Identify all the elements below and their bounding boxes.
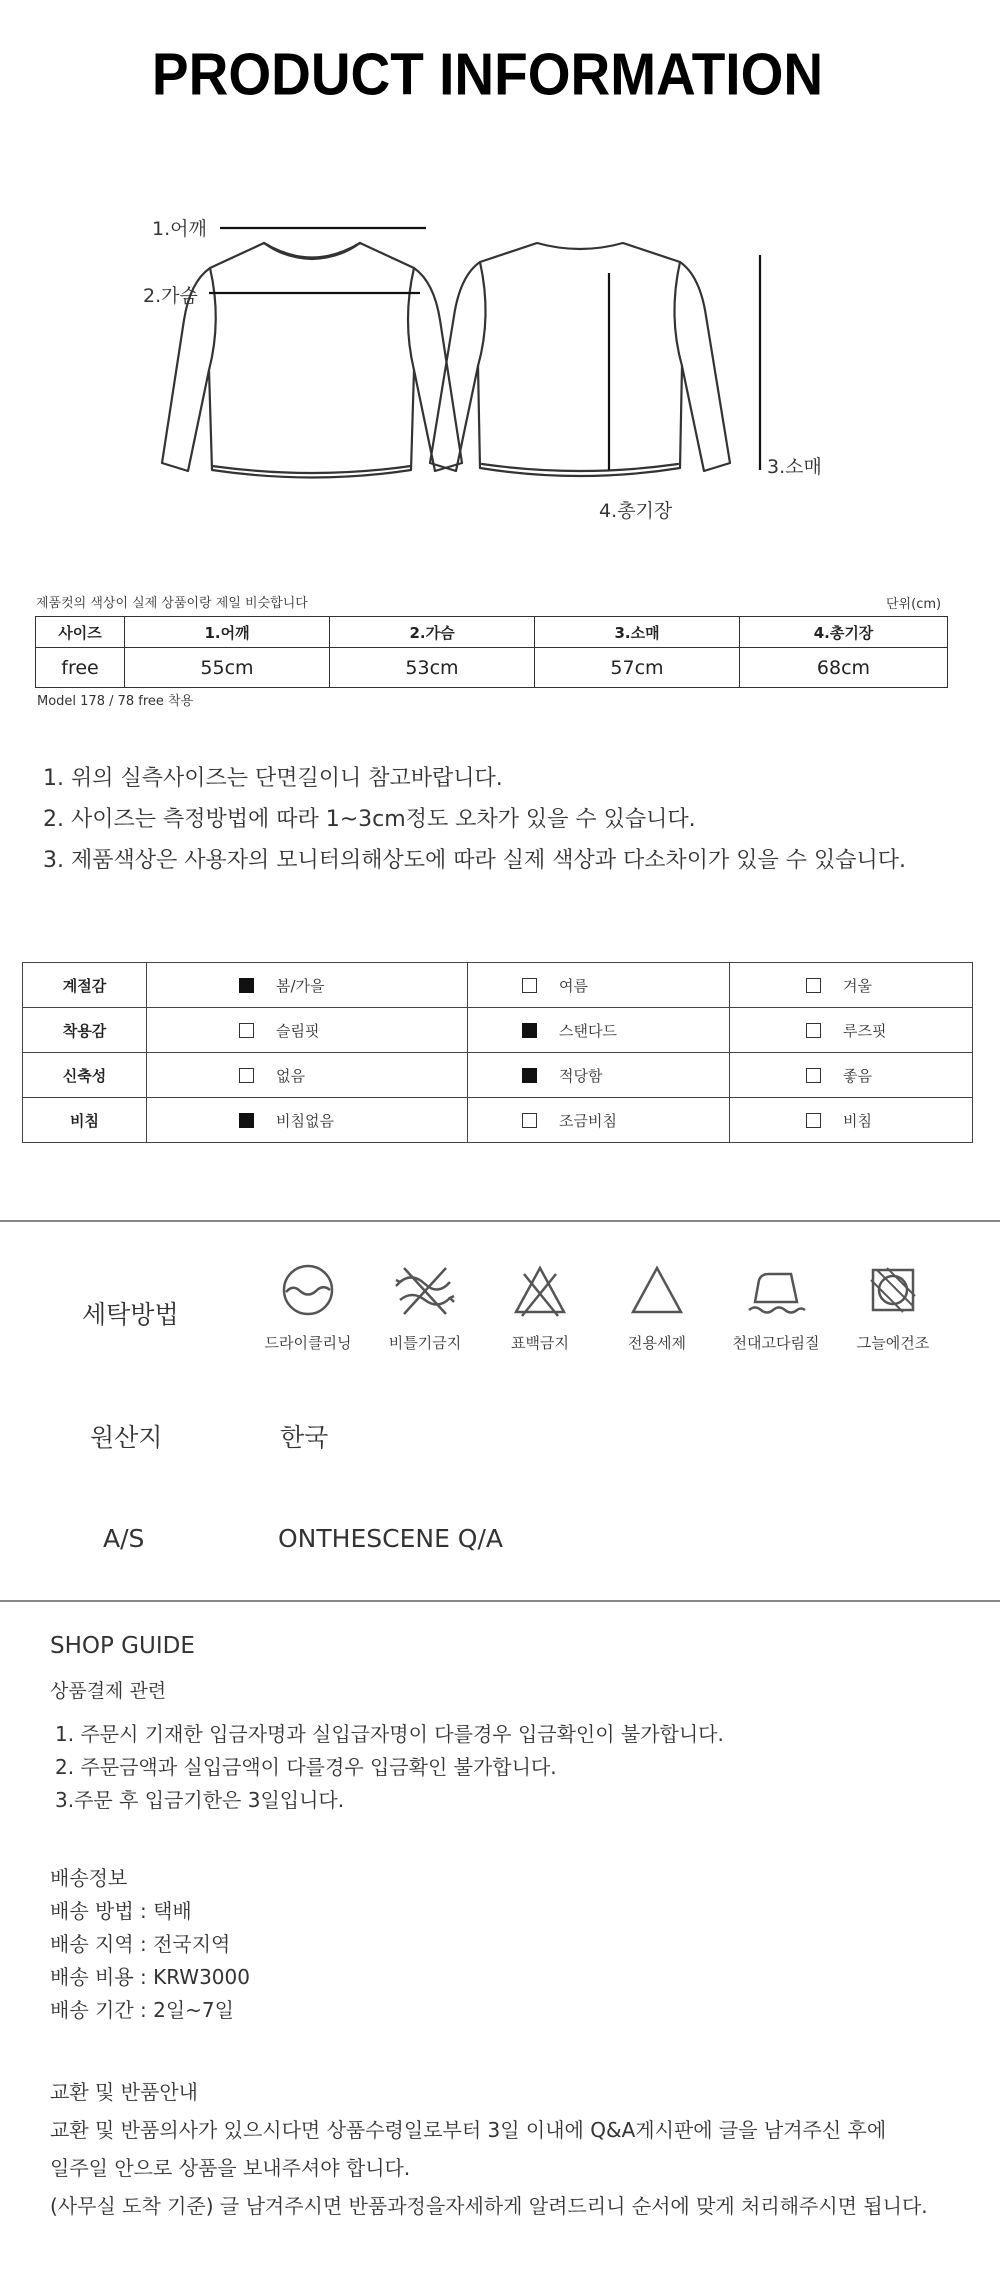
table-header: 사이즈 <box>36 617 125 648</box>
feature-label: 계절감 <box>23 963 147 1008</box>
care-item <box>838 1260 948 1353</box>
shop-guide-title: SHOP GUIDE <box>50 1633 195 1659</box>
feature-option <box>730 1098 973 1143</box>
feature-option-label: 루즈핏 <box>843 1021 887 1040</box>
measurement-diagram <box>0 195 1000 535</box>
table-header: 2.가슴 <box>330 617 535 648</box>
unchecked-box <box>806 1068 821 1083</box>
feature-option-label: 적당함 <box>559 1066 603 1085</box>
care-item <box>253 1260 363 1353</box>
divider <box>0 1220 1000 1222</box>
origin-label: 원산지 <box>90 1423 163 1452</box>
care-caption: 비틀기금지 <box>388 1334 462 1352</box>
payment-title: 상품결제 관련 <box>50 1680 167 1702</box>
feature-option-label: 비침 <box>843 1111 872 1130</box>
feature-label: 비침 <box>23 1098 147 1143</box>
list-item: (사무실 도착 기준) 글 남겨주시면 반품과정을자세하게 알려드리니 순서에 맞게 처리해주시면 됩니다. <box>50 2194 928 2218</box>
no-wring-icon <box>390 1260 460 1320</box>
care-item <box>485 1260 595 1353</box>
return-title: 교환 및 반품안내 <box>50 2080 198 2104</box>
list-item: 2. 주문금액과 실입금액이 다를경우 입금확인 불가합니다. <box>55 1755 557 1779</box>
care-label: 세탁방법 <box>82 1300 179 1329</box>
unchecked-box <box>806 978 821 993</box>
feature-option <box>147 1053 468 1098</box>
note-item: 1. 위의 실측사이즈는 단면길이니 참고바랍니다. <box>43 766 503 791</box>
table-cell: 68cm <box>740 648 948 688</box>
checked-box <box>239 1113 254 1128</box>
unchecked-box <box>239 1068 254 1083</box>
care-caption: 그늘에건조 <box>856 1334 930 1352</box>
size-table-header-row <box>36 617 948 648</box>
back-garment-outline <box>430 243 730 476</box>
feature-option <box>468 1053 730 1098</box>
unchecked-box <box>522 1113 537 1128</box>
feature-row <box>23 1098 973 1143</box>
model-info: Model 178 / 78 free 착용 <box>37 694 194 709</box>
list-item: 배송 비용 : KRW3000 <box>50 1965 250 1989</box>
divider <box>0 1600 1000 1602</box>
label-chest: 2.가슴 <box>143 285 198 307</box>
list-item: 배송 지역 : 전국지역 <box>50 1932 231 1956</box>
feature-option <box>468 1008 730 1053</box>
care-item <box>370 1260 480 1353</box>
dry-clean-icon <box>278 1260 338 1320</box>
feature-label: 착용감 <box>23 1008 147 1053</box>
unchecked-box <box>239 1023 254 1038</box>
as-value: ONTHESCENE Q/A <box>278 1524 504 1553</box>
care-caption: 전용세제 <box>628 1334 686 1352</box>
care-caption: 드라이클리닝 <box>264 1334 352 1352</box>
list-item: 교환 및 반품의사가 있으시다면 상품수령일로부터 3일 이내에 Q&A게시판에 글을 남겨주신 후에 <box>50 2118 887 2142</box>
delivery-section <box>50 1862 250 2027</box>
no-bleach-icon <box>510 1260 570 1320</box>
list-item: 3.주문 후 입금기한은 3일입니다. <box>55 1788 345 1812</box>
care-caption: 표백금지 <box>511 1334 569 1352</box>
label-sleeve: 3.소매 <box>767 456 822 478</box>
feature-option <box>730 963 973 1008</box>
size-table-row <box>36 648 948 688</box>
note-item: 3. 제품색상은 사용자의 모니터의해상도에 따라 실제 색상과 다소차이가 있을 수 있습니다. <box>43 848 906 873</box>
feature-table <box>22 962 973 1143</box>
feature-option-label: 스탠다드 <box>559 1021 617 1040</box>
as-label: A/S <box>103 1524 145 1553</box>
feature-label: 신축성 <box>23 1053 147 1098</box>
feature-row <box>23 1053 973 1098</box>
label-length: 4.총기장 <box>599 500 673 522</box>
table-header: 1.어깨 <box>125 617 330 648</box>
iron-cloth-icon <box>741 1260 811 1320</box>
list-item: 배송 기간 : 2일~7일 <box>50 1998 234 2022</box>
care-item <box>602 1260 712 1353</box>
feature-row <box>23 963 973 1008</box>
feature-option <box>147 1008 468 1053</box>
label-shoulder: 1.어깨 <box>152 218 207 240</box>
table-cell: 57cm <box>535 648 740 688</box>
unchecked-box <box>806 1113 821 1128</box>
front-garment-outline <box>162 243 462 478</box>
feature-row <box>23 1008 973 1053</box>
checked-box <box>522 1023 537 1038</box>
list-item: 배송 방법 : 택배 <box>50 1899 192 1923</box>
feature-option <box>147 1098 468 1143</box>
table-header: 4.총기장 <box>740 617 948 648</box>
table-cell: free <box>36 648 125 688</box>
note-item: 2. 사이즈는 측정방법에 따라 1~3cm정도 오차가 있을 수 있습니다. <box>43 807 696 832</box>
checked-box <box>522 1068 537 1083</box>
list-item: 일주일 안으로 상품을 보내주셔야 합니다. <box>50 2156 411 2180</box>
feature-option-label: 비침없음 <box>276 1111 334 1130</box>
unit-note: 단위(cm) <box>886 597 942 612</box>
size-table <box>35 616 948 688</box>
shade-dry-icon <box>863 1260 923 1320</box>
origin-value: 한국 <box>280 1423 329 1452</box>
size-notes <box>43 758 906 881</box>
feature-option-label: 좋음 <box>843 1066 872 1085</box>
feature-option-label: 조금비침 <box>559 1111 617 1130</box>
delivery-title: 배송정보 <box>50 1866 128 1890</box>
return-section <box>50 2073 990 2225</box>
feature-option <box>147 963 468 1008</box>
table-header: 3.소매 <box>535 617 740 648</box>
checked-box <box>239 978 254 993</box>
table-cell: 53cm <box>330 648 535 688</box>
feature-option <box>468 963 730 1008</box>
care-item <box>721 1260 831 1353</box>
feature-option-label: 겨울 <box>843 976 872 995</box>
feature-option <box>468 1098 730 1143</box>
special-detergent-icon <box>627 1260 687 1320</box>
page-title: PRODUCT INFORMATION <box>151 40 824 108</box>
feature-option-label: 없음 <box>276 1066 305 1085</box>
color-note: 제품컷의 색상이 실제 상품이랑 제일 비슷합니다 <box>36 596 308 611</box>
feature-option <box>730 1053 973 1098</box>
payment-list <box>55 1718 724 1817</box>
care-caption: 천대고다림질 <box>732 1334 820 1352</box>
table-cell: 55cm <box>125 648 330 688</box>
feature-option-label: 여름 <box>559 976 588 995</box>
unchecked-box <box>522 978 537 993</box>
feature-option-label: 슬림핏 <box>276 1021 320 1040</box>
feature-option <box>730 1008 973 1053</box>
list-item: 1. 주문시 기재한 입금자명과 실입급자명이 다를경우 입금확인이 불가합니다. <box>55 1722 724 1746</box>
feature-option-label: 봄/가을 <box>276 976 325 995</box>
unchecked-box <box>806 1023 821 1038</box>
